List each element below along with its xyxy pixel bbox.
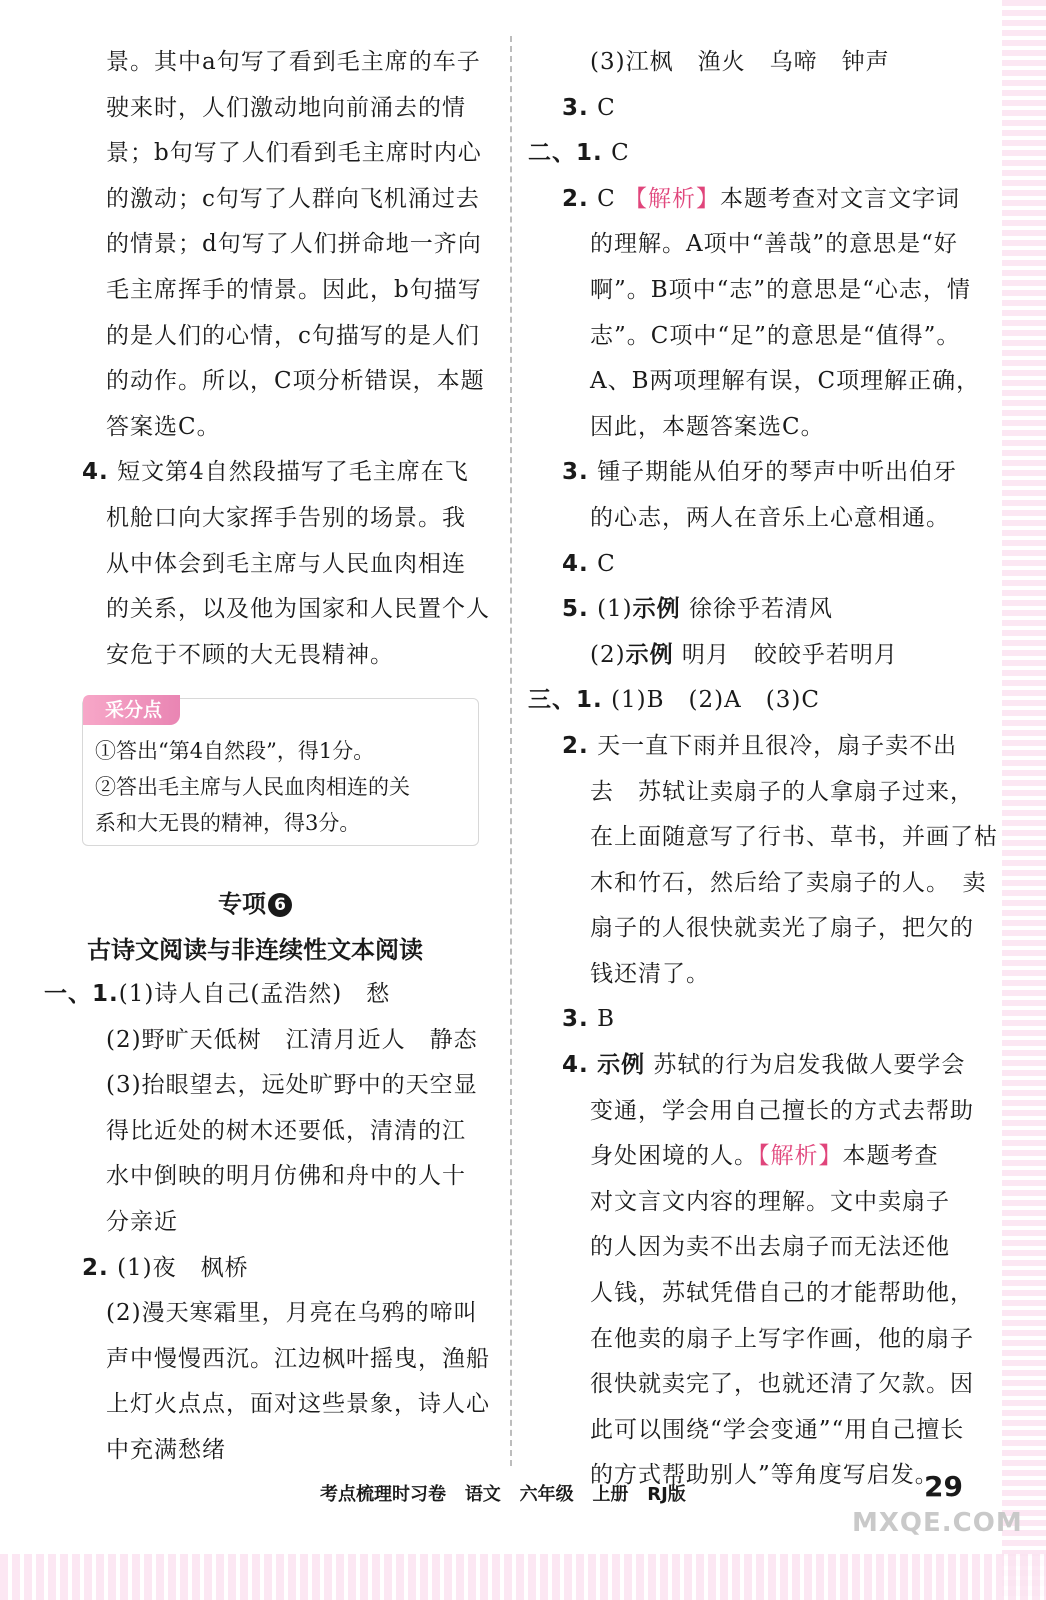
text-line: 答案选C。: [106, 413, 221, 440]
text-line: 对文言文内容的理解。文中卖扇子: [590, 1188, 950, 1215]
left-lower-column: [44, 972, 494, 1474]
text-line: 在他卖的扇子上写字作画，他的扇子: [590, 1325, 974, 1352]
book-title: 考点梳理时习卷: [320, 1484, 446, 1505]
text-line: 机舱口向大家挥手告别的场景。我: [106, 504, 466, 531]
question-4: [528, 542, 968, 588]
text-line: 很快就卖完了，也就还清了欠款。因: [590, 1371, 974, 1398]
answer: (1)B (2)A (3)C: [611, 687, 820, 714]
example-label: 示例: [625, 641, 674, 668]
text-line: 安危于不顾的大无畏精神。: [106, 641, 394, 668]
text-line: 在上面随意写了行书、草书，并画了枯: [590, 824, 998, 851]
text-line: 声中慢慢西沉。江边枫叶摇曳，渔船: [106, 1345, 490, 1372]
question-2: [44, 1246, 494, 1292]
text-line: (2)漫天寒霜里，月亮在乌鸦的啼叫: [106, 1300, 478, 1327]
text-line: 的心志，两人在音乐上心意相通。: [590, 504, 950, 531]
answer: C: [597, 550, 616, 577]
section-label-text: 专项: [218, 890, 266, 918]
question-number: 4.: [562, 1052, 589, 1079]
question-number: 5.: [562, 596, 589, 623]
text-line: 木和竹石，然后给了卖扇子的人。 卖: [590, 869, 987, 896]
volume: 上册: [592, 1484, 629, 1505]
question-number: 二、1.: [528, 140, 603, 167]
text-line: (1)诗人自己(孟浩然) 愁: [118, 981, 391, 1007]
text-line: 本题考查对文言文字词: [719, 185, 960, 212]
text-line: [528, 1134, 968, 1180]
analysis-tag: 【解析】: [623, 185, 720, 212]
text-line: (3)江枫 渔火 乌啼 钟声: [590, 49, 890, 75]
text-line: (3)抬眼望去，远处旷野中的天空显: [106, 1072, 478, 1099]
text-line: 的是人们的心情，c句描写的是人们: [106, 322, 480, 349]
decorative-border-bottom: [0, 1554, 1046, 1600]
text-line: 的理解。A项中“善哉”的意思是“好: [590, 231, 958, 258]
text-line: 徐徐乎若清风: [688, 596, 833, 623]
question-number: 3.: [562, 459, 589, 486]
text-line: 身处困境的人。: [590, 1143, 758, 1170]
section-3-question-1: [528, 678, 968, 724]
text-line: 从中体会到毛主席与人民血肉相连: [106, 550, 466, 577]
scoring-points-box: [82, 698, 479, 846]
text-line: A、B两项理解有误，C项理解正确，: [590, 368, 981, 395]
answer: C: [597, 185, 616, 212]
page-footer: [320, 1480, 686, 1506]
question-4: [82, 450, 492, 496]
question-number: 4.: [562, 550, 589, 577]
question-2: [528, 177, 968, 223]
text-line: (2)野旷天低树 江清月近人 静态: [106, 1026, 478, 1053]
left-column: [82, 40, 492, 678]
text-line: 人钱，苏轼凭借自己的才能帮助他，: [590, 1280, 974, 1307]
text-line: 的方式帮助别人”等角度写启发。: [590, 1462, 939, 1489]
text-line: 本题考查: [842, 1143, 939, 1170]
scoring-line: ②答出毛主席与人民血肉相连的关: [95, 775, 410, 799]
question-number: 2.: [82, 1254, 109, 1281]
text-line: 变通，学会用自己擅长的方式去帮助: [590, 1097, 974, 1124]
scoring-points-tag: 采分点: [83, 695, 180, 725]
text-line: 苏轼的行为启发我做人要学会: [653, 1052, 966, 1079]
text-line: 短文第4自然段描写了毛主席在飞: [117, 459, 469, 486]
answer: C: [597, 94, 616, 121]
analysis-tag: 【解析】: [758, 1143, 843, 1170]
sub-label: (1): [597, 596, 633, 623]
text-line: 的激动；c句写了人群向飞机涌过去: [106, 185, 480, 212]
text-line: (1)夜 枫桥: [117, 1254, 249, 1281]
question-1: [44, 972, 494, 1018]
text-line: 钱还清了。: [590, 960, 710, 987]
text-line: 因此，本题答案选C。: [590, 413, 825, 440]
text-line: 去 苏轼让卖扇子的人拿扇子过来，: [590, 778, 974, 805]
question-number: 2.: [562, 732, 589, 759]
example-label: 示例: [597, 1052, 646, 1079]
question-number: 3.: [562, 94, 589, 121]
section-label: [0, 884, 510, 919]
subject: 语文: [464, 1484, 501, 1505]
text-line: 中充满愁绪: [106, 1436, 226, 1463]
answer: C: [611, 140, 630, 167]
column-divider: [510, 36, 512, 1466]
right-column: [528, 40, 998, 1499]
text-line: 扇子的人很快就卖光了扇子，把欠的: [590, 915, 974, 942]
text-line: 的动作。所以，C项分析错误，本题: [106, 368, 485, 395]
edition: RJ版: [647, 1484, 686, 1505]
text-line: 景；b句写了人们看到毛主席时内心: [106, 140, 482, 167]
section-3-question-3: [528, 997, 968, 1043]
text-line: 驶来时，人们激动地向前涌去的情: [106, 94, 466, 121]
text-line: 啊”。B项中“志”的意思是“心志，情: [590, 276, 971, 303]
question-number: 一、1.: [44, 981, 119, 1007]
text-line: 明月 皎皎乎若明月: [681, 641, 898, 668]
section-title: 古诗文阅读与非连续性文本阅读: [87, 936, 423, 964]
text-line: 上灯火点点，面对这些景象，诗人心: [106, 1391, 490, 1418]
section-2-question-1: [528, 131, 968, 177]
text-line: 水中倒映的明月仿佛和舟中的人十: [106, 1163, 466, 1190]
answer: B: [597, 1006, 615, 1033]
example-label: 示例: [632, 596, 681, 623]
question-5-part-2: [528, 633, 968, 679]
section-3-question-2: [528, 724, 968, 770]
question-number: 2.: [562, 185, 589, 212]
text-line: 志”。C项中“足”的意思是“值得”。: [590, 322, 961, 349]
question-number: 3.: [562, 1006, 589, 1033]
watermark: MXQE.COM: [852, 1508, 1023, 1538]
text-line: 天一直下雨并且很冷，扇子卖不出: [597, 732, 958, 759]
question-5: [528, 587, 968, 633]
question-3a: [528, 86, 968, 132]
text-line: 的情景；d句写了人们拼命地一齐向: [106, 231, 482, 258]
grade: 六年级: [519, 1484, 574, 1505]
section-3-question-4: [528, 1043, 968, 1089]
text-line: 的关系，以及他为国家和人民置个人: [106, 596, 490, 623]
scoring-line: 系和大无畏的精神，得3分。: [95, 811, 361, 835]
text-line: 毛主席挥手的情景。因此，b句描写: [106, 276, 482, 303]
question-number: 4.: [82, 459, 109, 486]
scoring-line: ①答出“第4自然段”，得1分。: [95, 739, 375, 763]
sub-label: (2): [590, 641, 626, 668]
text-line: 景。其中a句写了看到毛主席的车子: [106, 49, 481, 75]
text-line: 的人因为卖不出去扇子而无法还他: [590, 1234, 950, 1261]
decorative-border-right: [1002, 0, 1046, 1600]
text-line: 分亲近: [106, 1208, 178, 1235]
page-number: 29: [924, 1470, 963, 1503]
question-3: [528, 450, 968, 496]
text-line: 得比近处的树木还要低，清清的江: [106, 1117, 466, 1144]
question-number: 三、1.: [528, 687, 603, 714]
text-line: 此可以围绕“学会变通”“用自己擅长: [590, 1416, 965, 1443]
text-line: 锺子期能从伯牙的琴声中听出伯牙: [597, 459, 958, 486]
section-number-badge: 6: [268, 893, 292, 917]
